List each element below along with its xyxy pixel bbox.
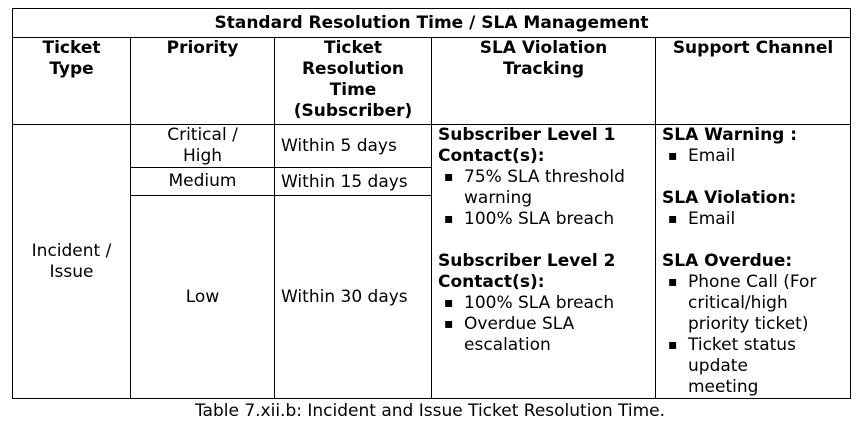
level2-list [438, 293, 649, 356]
list-item: ▪ Phone Call (For critical/high priority ticket) [662, 272, 844, 335]
level1-heading: Subscriber Level 1 Contact(s): [438, 125, 616, 166]
list-item: ▪ Email [662, 209, 844, 230]
table-caption: Table 7.xii.b: Incident and Issue Ticket Resolution Time. [194, 401, 666, 421]
sla-warning-heading: SLA Warning : [662, 125, 798, 145]
sla-warning-list [662, 146, 844, 167]
sla-violation-heading: SLA Violation: [662, 188, 797, 208]
level2-heading: Subscriber Level 2 Contact(s): [438, 251, 616, 292]
list-item: ▪ Ticket status update meeting [662, 335, 844, 398]
level1-list [438, 167, 649, 230]
support-channel-cell [656, 125, 851, 399]
time-medium: Within 15 days [275, 168, 432, 196]
sla-table [12, 8, 851, 399]
list-item: ▪ 75% SLA threshold warning [438, 167, 649, 209]
sla-violation-list [662, 209, 844, 230]
header-ticket-type: Ticket Type [13, 38, 131, 125]
time-low: Within 30 days [275, 196, 432, 399]
header-priority: Priority [131, 38, 275, 125]
time-critical-high: Within 5 days [275, 125, 432, 168]
header-resolution-time: Ticket Resolution Time (Subscriber) [275, 38, 432, 125]
sla-tracking-cell [432, 125, 656, 399]
header-support-channel: Support Channel [656, 38, 851, 125]
list-item: ▪ Email [662, 146, 844, 167]
priority-critical-high: Critical / High [131, 125, 275, 168]
ticket-type-cell: Incident / Issue [13, 125, 131, 399]
table-title: Standard Resolution Time / SLA Management [13, 9, 851, 38]
header-sla-tracking: SLA Violation Tracking [432, 38, 656, 125]
priority-medium: Medium [131, 168, 275, 196]
priority-low: Low [131, 196, 275, 399]
list-item: ▪ 100% SLA breach [438, 209, 649, 230]
list-item: ▪ 100% SLA breach [438, 293, 649, 314]
list-item: ▪ Overdue SLA escalation [438, 314, 649, 356]
sla-overdue-heading: SLA Overdue: [662, 251, 793, 271]
sla-overdue-list [662, 272, 844, 398]
